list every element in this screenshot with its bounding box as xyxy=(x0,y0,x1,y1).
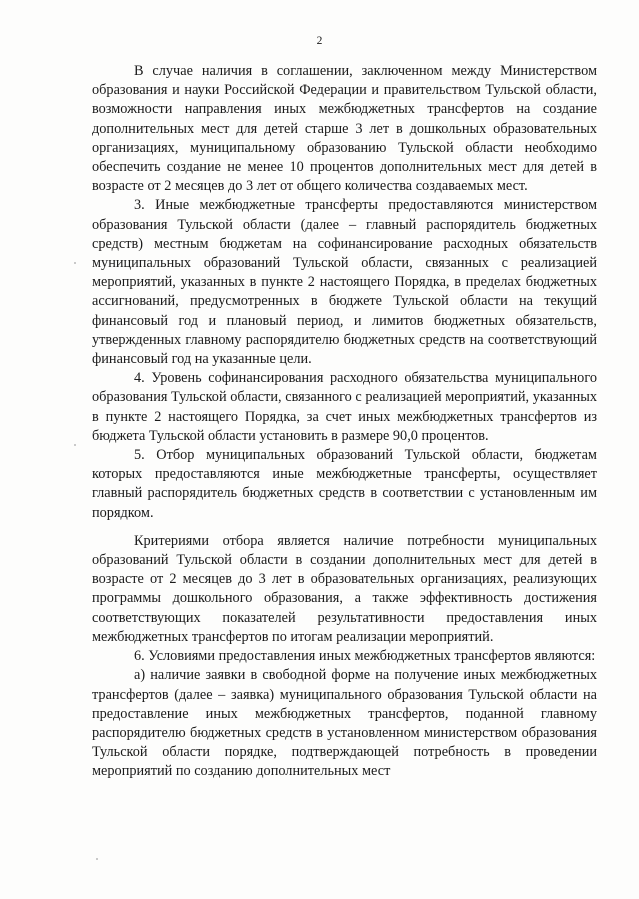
paragraph-item-3: 3. Иные межбюджетные трансферты предоставляются министерством образования Тульской области (далее – главный распорядитель бюджетных средств) местным бюджетам на софинансирование расходных обязательств муниципальных образований Тульской области, связанных с реализацией мероприятий, указанных в пункте 2 настоящего Порядка, в пределах бюджетных ассигнований, предусмотренных в бюджете Тульской области на текущий финансовый год и плановый период, и лимитов бюджетных обязательств, утвержденных главному распорядителю бюджетных средств на соответствующий финансовый год на указанные цели. xyxy=(92,197,597,368)
document-body xyxy=(92,62,597,782)
paragraph-item-5: 5. Отбор муниципальных образований Тульской области, бюджетам которых предоставляются иные межбюджетные трансферты, осуществляет главный распорядитель бюджетных средств в соответствии с установленным им порядком. xyxy=(92,447,597,521)
paragraph-selection-criteria: Критериями отбора является наличие потребности муниципальных образований Тульской области в создании дополнительных мест для детей в возрасте от 2 месяцев до 3 лет в образовательных организациях, реализующих программы дошкольного образования, а также эффективность достижения соответствующих показателей результативности предоставления иных межбюджетных трансфертов по итогам реализации мероприятий. xyxy=(92,532,597,645)
paragraph-item-6: 6. Условиями предоставления иных межбюджетных трансфертов являются: xyxy=(134,648,596,665)
scan-speck xyxy=(74,262,76,264)
paragraph-item-6a: а) наличие заявки в свободной форме на получение иных межбюджетных трансфертов (далее – заявка) муниципального образования Тульской области на предоставление иных межбюджетных трансфертов, поданной главному распорядителю бюджетных средств в установленном министерством образования Тульской области порядке, подтверждающей потребность в проведении мероприятий по созданию дополнительных мест xyxy=(92,667,597,780)
page-number: 2 xyxy=(316,35,323,47)
scan-speck xyxy=(96,858,98,860)
paragraph-item-4: 4. Уровень софинансирования расходного обязательства муниципального образования Тульской области, связанного с реализацией мероприятий, указанных в пункте 2 настоящего Порядка, за счет иных межбюджетных трансфертов из бюджета Тульской области установить в размере 90,0 процентов. xyxy=(92,370,597,444)
paragraph-agreement-condition: В случае наличия в соглашении, заключенном между Министерством образования и науки Российской Федерации и правительством Тульской области, возможности направления иных межбюджетных трансфертов на создание дополнительных мест для детей старше 3 лет в дошкольных образовательных организациях, муниципальному образованию Тульской области необходимо обеспечить создание не менее 10 процентов дополнительных мест для детей в возрасте от 2 месяцев до 3 лет от общего количества создаваемых мест. xyxy=(92,63,597,195)
scan-speck xyxy=(74,444,76,446)
